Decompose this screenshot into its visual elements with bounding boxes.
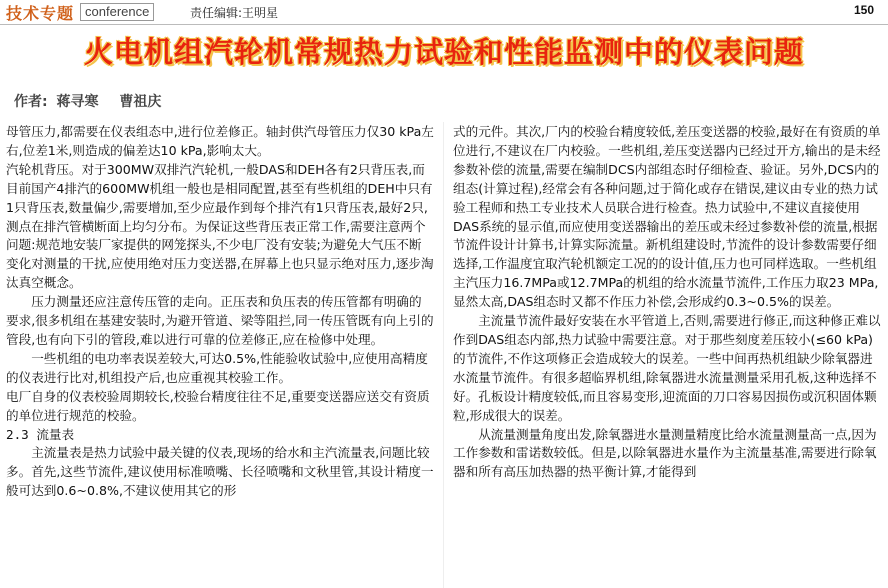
author-label: 作者: [14,94,48,110]
author-name: 蒋寻寒 [56,94,99,110]
section-heading: 2.3 流量表 [6,426,75,442]
column-left [6,123,434,501]
paragraph: 一些机组的电功率表误差较大,可达0.5%,性能验收试验中,应使用高精度的仪表进行比对,机组投产后,也应重视其校验工作。 [6,350,428,385]
column-divider [443,122,444,588]
paragraph: 压力测量还应注意传压管的走向。正压表和负压表的传压管都有明确的要求,很多机组在基建安装时,为避开管道、梁等阻拦,同一传压管既有向上引的管段,也有向下引的管段,难以进行可靠的位差修正,应在检修中处理。 [6,294,434,347]
author-line [14,91,161,111]
paragraph: 从流量测量角度出发,除氧器进水量测量精度比给水流量测量高一点,因为工作参数和雷诺数较低。但是,以除氧器进水量作为主流量基准,需要进行除氧器和所有高压加热器的热平衡计算,才能得到 [453,426,877,480]
paragraph: 汽轮机背压。对于300MW双排汽汽轮机,一般DAS和DEH各有2只背压表,而目前国产4排汽的600MW机组一般也是相同配置,甚至有些机组的DEH中只有1只背压表,数量偏少,需要增加,至少应最作到每个排汽有1只背压表,最好2只,测点在排汽管横断面上均匀分布。为保证这些背压表正常工作,需要注意两个问题:规范地安装厂家提供的网笼探头,不少电厂没有安装;为避免大气压不断变化对测量的干扰,应使用绝对压力变送器,在屏幕上也只显示绝对压力,逐步淘汰真空概念。 [6,161,434,291]
paragraph: 主流量节流件最好安装在水平管道上,否则,需要进行修正,而这种修正难以作到DAS组态内部,热力试验中需要注意。对于那些刻度差压较小(≤60 kPa)的节流件,不作这项修正会造成较大的误差。一些中间再热机组缺少除氧器进水流量节流件。有很多超临界机组,除氧器进水流量测量采用孔板,这种选择不好。孔板设计精度较低,而且容易变形,迎流面的刀口容易因损伤或沉积固体颗粒,形成很大的误差。 [453,313,881,423]
paragraph: 母管压力,都需要在仪表组态中,进行位差修正。轴封供汽母管压力仅30 kPa左右,位差1米,则造成的偏差达10 kPa,影响太大。 [6,124,434,158]
paragraph: 式的元件。其次,厂内的校验台精度较低,差压变送器的校验,最好在有资质的单位进行,不建议在厂内校验。一些机组,差压变送器内已经过开方,输出的是未经参数补偿的流量,需要在编制DCS内部组态时仔细检查、验证。另外,DCS内的组态(计算过程),经常会有各种问题,过于简化或存在错误,建议由专业的热力试验工程师和热工专业技术人员联合进行检查。热力试验中,不建议直接使用DAS系统的显示值,而应使用变送器输出的差压或未经过参数补偿的流量,根据节流件设计计算书,计算实际流量。新机组建设时,节流件的设计参数需要仔细选择,工作温度宜取汽轮机额定工况的的设计值,压力也可同样选取。一些机组主汽压力16.7MPa或12.7MPa的机组的给水流量节流件,工作压力取23 MPa,显然太高,DAS组态时又都不作压力补偿,会形成约0.3~0.5%的误差。 [453,124,881,310]
section-title-cn: 技术专题 [6,3,75,23]
author-name: 曹祖庆 [119,94,162,110]
page-number: 150 [853,3,874,17]
paragraph: 电厂自身的仪表校验周期较长,校验台精度往往不足,重要变送器应送交有资质的单位进行规范的校验。 [6,388,430,423]
paragraph: 主流量表是热力试验中最关键的仪表,现场的给水和主汽流量表,问题比较多。首先,这些节流件,建议使用标准喷嘴、长径喷嘴和文秋里管,其设计精度一般可达到0.6~0.8%,不建议使用其它的形 [6,445,434,499]
column-right [453,123,885,482]
page-header [0,0,888,24]
section-tag [6,2,154,22]
section-title-en: conference [80,3,154,21]
editor-credit: 责任编辑:王明星 [190,6,279,20]
article-title: 火电机组汽轮机常规热力试验和性能监测中的仪表问题 [83,35,804,69]
header-rule [0,24,888,25]
